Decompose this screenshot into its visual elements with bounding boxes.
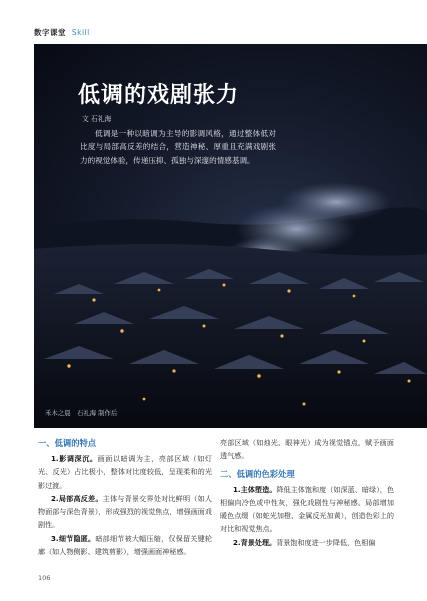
left-column [38, 436, 212, 558]
color-paragraph-1 [220, 483, 394, 536]
photo-credit: 禾木之晨 石礼海 制作后 [45, 409, 118, 417]
feature-label-1: 1.影调深沉。 [51, 454, 98, 463]
section-title-color: 二、低调的色彩处理 [220, 468, 295, 479]
page-number: 106 [38, 574, 51, 582]
column-brand: 数字课堂 [34, 28, 66, 37]
right-column [220, 436, 394, 549]
hero-photo [34, 44, 427, 428]
column-subtitle: Skill [71, 28, 90, 37]
feature-paragraph-3 [38, 532, 212, 559]
feature-paragraph-1 [38, 452, 212, 492]
page-header [34, 27, 90, 38]
feature-paragraph-2 [38, 492, 212, 532]
color-label-1: 1.主体塑造。 [233, 484, 277, 494]
article-title: 低调的戏剧张力 [78, 82, 240, 108]
color-text-2: 背景饱和度进一步降低，色相偏 [276, 537, 376, 547]
article-byline: 文 石礼海 [82, 115, 112, 123]
color-label-2: 2.背景处理。 [233, 537, 277, 547]
feature-label-3: 3.细节隐匿。 [51, 533, 96, 543]
feature-text-1: 画面以暗调为主，亮部区域（如灯光、反光）占比极小，整体对比度较低，呈现柔和的光影过渡。 [38, 454, 212, 490]
feature-label-2: 2.局部高反差。 [51, 493, 103, 503]
article-lead: 低调是一种以暗调为主导的影调风格，通过整体低对比度与局部高反差的结合，营造神秘、厚重且充满戏剧张力的视觉体验，传递压抑、孤独与深邃的情感基调。 [80, 129, 276, 165]
color-paragraph-2 [220, 536, 394, 549]
color-text-1: 降低主体饱和度（如深蓝、暗绿），色相偏向冷色或中性灰，强化戏剧性与神秘感。局部增加暖色点缀（如蛇光加橙、金属反光加黄），创造色彩上的对比和视觉焦点。 [220, 484, 394, 534]
feature-text-3: 暗部细节被大幅压缩，仅保留关键轮廓（如人物侧影、建筑剪影），增强画面神秘感。 [38, 533, 212, 557]
section-title-features: 一、低调的特点 [38, 438, 97, 448]
village-ground [34, 244, 427, 428]
smoke-plume-upper [281, 182, 391, 222]
continued-paragraph: 亮部区域（如烛光、眼神光）成为视觉锚点，赋予画面透气感。 [220, 438, 394, 461]
feature-text-2: 主体与背景交界处对比鲜明（如人物面部与深色背景），形成强烈的视觉焦点，增强画面戏剧性。 [38, 493, 212, 530]
